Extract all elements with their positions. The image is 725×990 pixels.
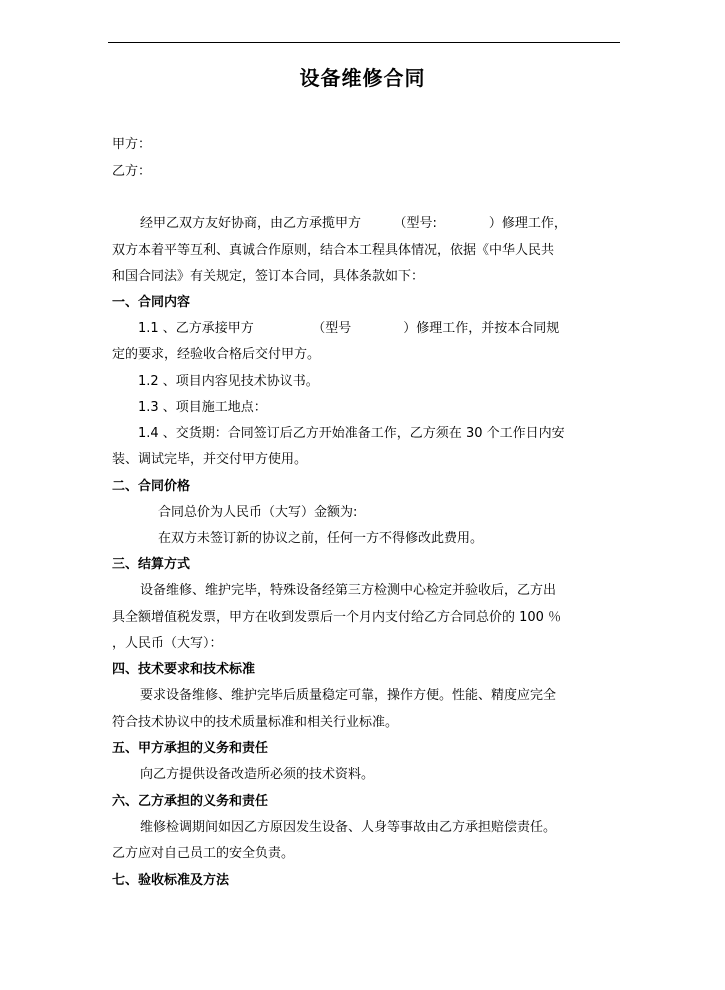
section-heading: 五、甲方承担的义务和责任	[112, 741, 269, 756]
section-line: 1.4 、交货期：合同签订后乙方开始准备工作，乙方须在 30 个工作日内安	[138, 426, 565, 441]
header-rule	[108, 42, 620, 43]
section-line: 1.1 、乙方承接甲方 （型号 ）修理工作，并按本合同规	[138, 321, 560, 336]
section-line: 定的要求，经验收合格后交付甲方。	[112, 347, 321, 362]
party-a-label: 甲方：	[112, 137, 152, 152]
section-line: 要求设备维修、维护完毕后质量稳定可靠，操作方便。性能、精度应完全	[140, 688, 557, 703]
section-line: 在双方未签订新的协议之前，任何一方不得修改此费用。	[158, 531, 484, 546]
section-heading: 六、乙方承担的义务和责任	[112, 794, 269, 809]
section-line: 维修检调期间如因乙方原因发生设备、人身等事故由乙方承担赔偿责任。	[140, 820, 557, 835]
section-line: 装、调试完毕，并交付甲方使用。	[112, 452, 308, 467]
section-line: 乙方应对自己员工的安全负责。	[112, 846, 295, 861]
intro-line: 经甲乙双方友好协商，由乙方承揽甲方 （型号: ）修理工作，	[140, 216, 567, 231]
section-heading: 一、合同内容	[112, 295, 191, 310]
section-heading: 四、技术要求和技术标准	[112, 662, 256, 677]
section-line: 具全额增值税发票，甲方在收到发票后一个月内支付给乙方合同总价的 100 ％	[112, 610, 562, 625]
section-heading: 七、验收标准及方法	[112, 873, 230, 888]
section-line: 向乙方提供设备改造所必须的技术资料。	[140, 767, 375, 782]
intro-line: 和国合同法》有关规定，签订本合同，具体条款如下：	[112, 269, 425, 284]
party-b-label: 乙方：	[112, 164, 152, 179]
section-line: 合同总价为人民币（大写）金额为:	[158, 505, 358, 520]
section-line: 1.2 、项目内容见技术协议书。	[138, 374, 319, 389]
section-line: 设备维修、维护完毕，特殊设备经第三方检测中心检定并验收后，乙方出	[140, 583, 557, 598]
intro-line: 双方本着平等互利、真诚合作原则，结合本工程具体情况，依据《中华人民共	[112, 243, 555, 258]
section-heading: 二、合同价格	[112, 479, 191, 494]
section-heading: 三、结算方式	[112, 557, 191, 572]
document-title: 设备维修合同	[299, 66, 426, 90]
section-line: 1.3 、项目施工地点：	[138, 400, 267, 415]
section-line: ，人民币（大写）：	[112, 636, 223, 651]
section-line: 符合技术协议中的技术质量标准和相关行业标准。	[112, 715, 399, 730]
